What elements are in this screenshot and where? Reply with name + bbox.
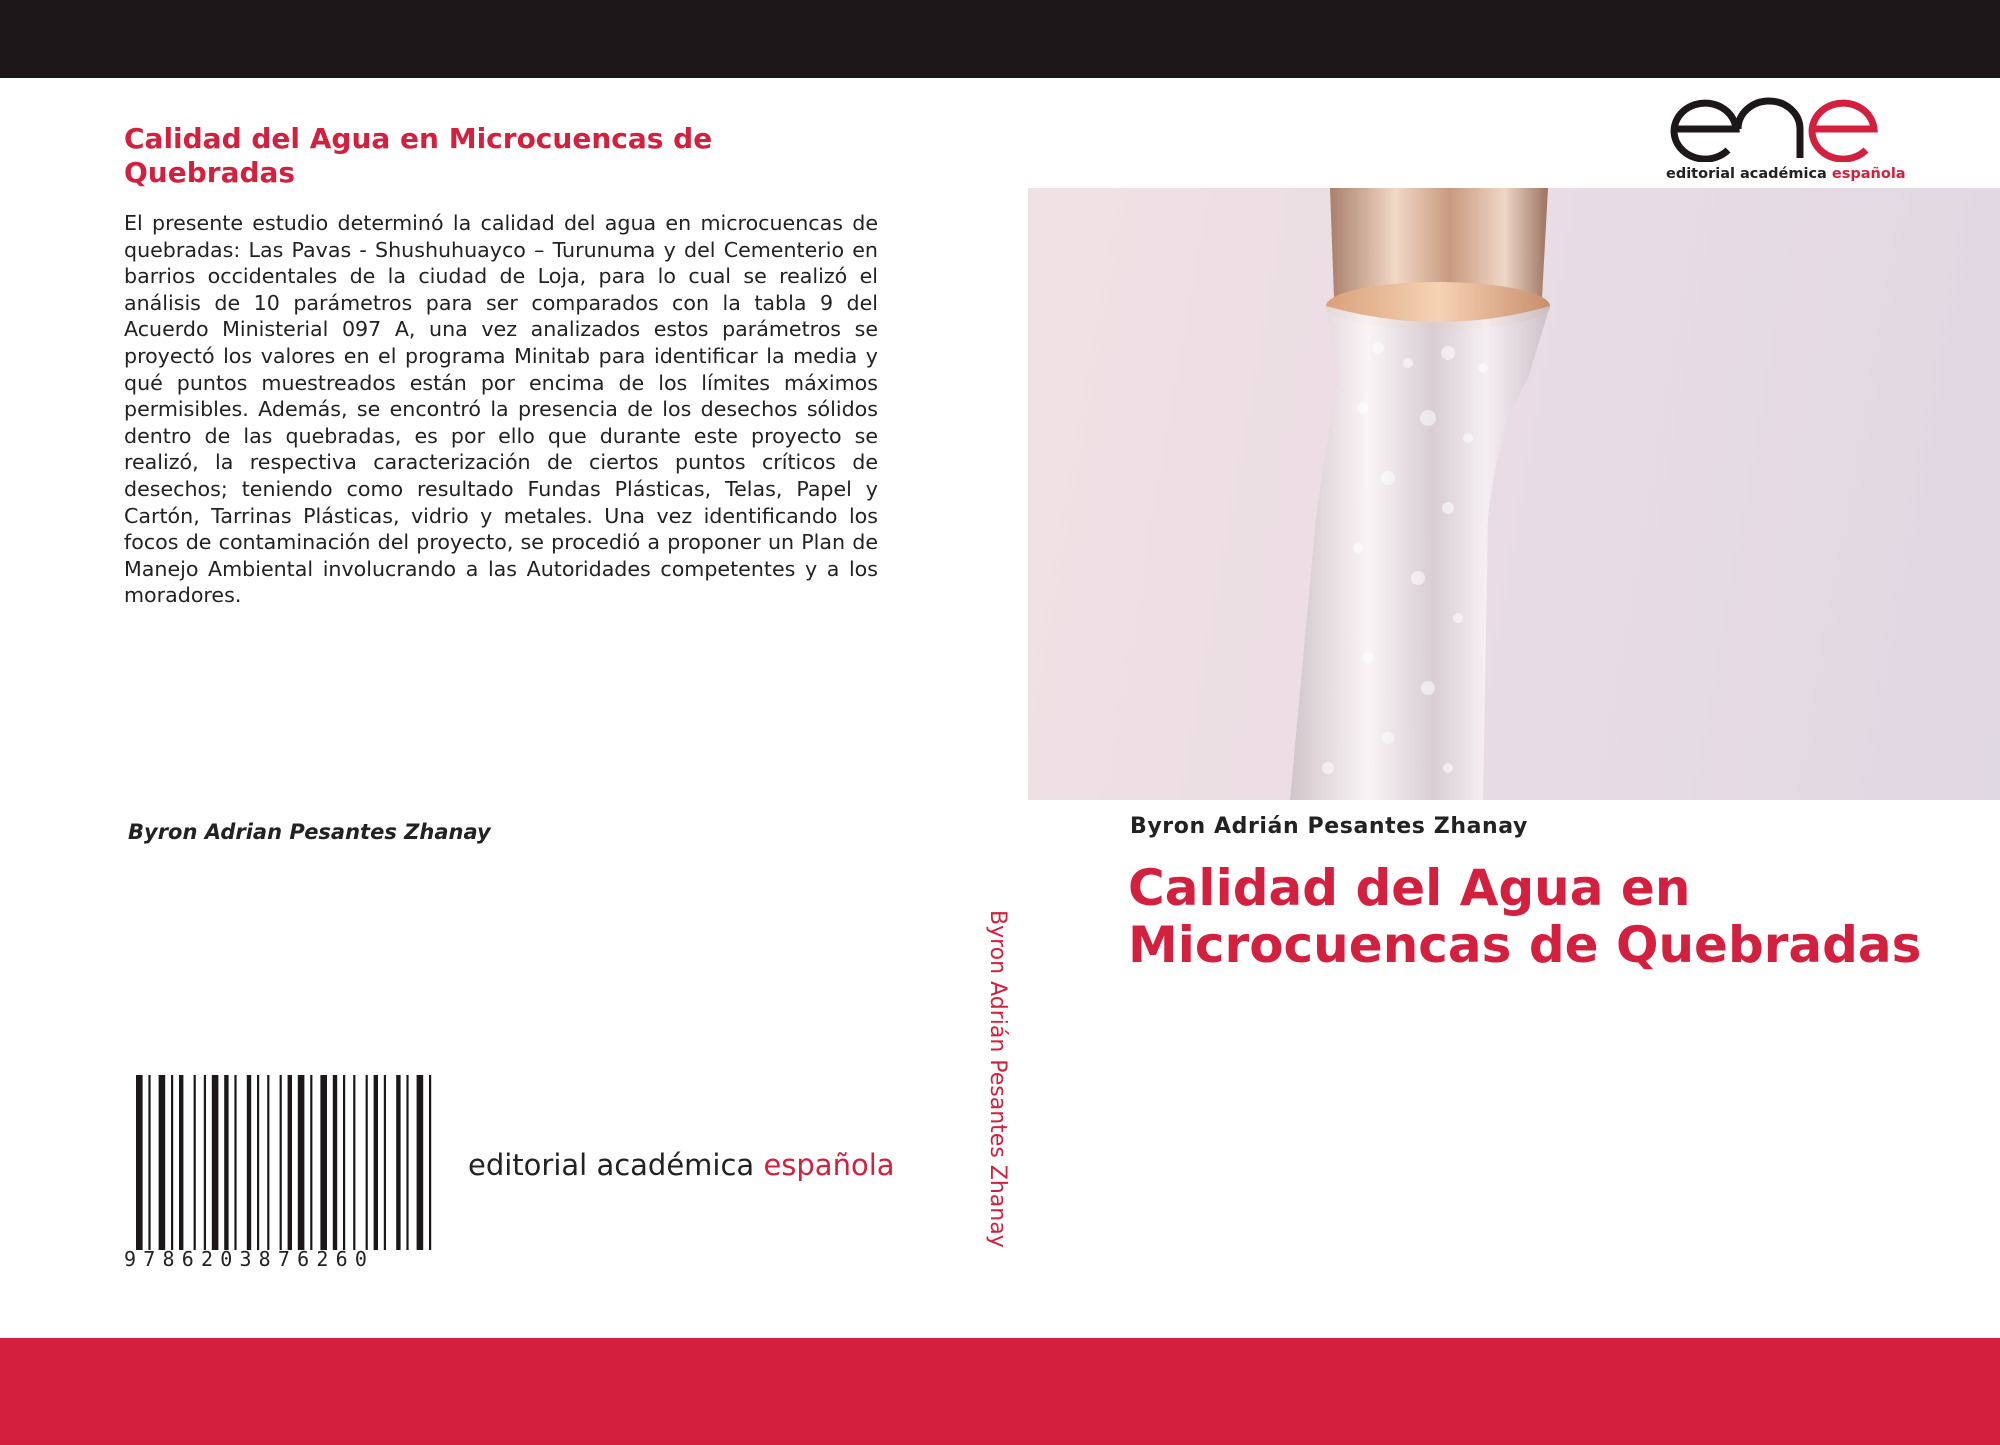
top-dark-band bbox=[0, 0, 2000, 78]
isbn-barcode bbox=[124, 1075, 454, 1275]
back-publisher-name bbox=[468, 1148, 895, 1182]
publisher-logo bbox=[1666, 96, 1906, 188]
front-cover-title: Calidad del Agua en Microcuencas de Quebradas bbox=[1128, 859, 1922, 974]
logo-text-main: editorial académica bbox=[1666, 166, 1827, 182]
logo-caption bbox=[1666, 166, 1906, 182]
isbn-digits: 9786203876260 bbox=[124, 1247, 375, 1271]
logo-text-accent: española bbox=[1831, 166, 1906, 182]
front-cover-author: Byron Adrián Pesantes Zhanay bbox=[1130, 814, 1528, 839]
back-cover-author: Byron Adrian Pesantes Zhanay bbox=[128, 820, 491, 844]
bottom-red-band bbox=[0, 1338, 2000, 1445]
spine-author: Byron Adrián Pesantes Zhanay bbox=[985, 910, 1010, 1248]
back-publisher-main: editorial académica bbox=[468, 1148, 755, 1182]
barcode-bars bbox=[136, 1075, 454, 1250]
back-publisher-accent: española bbox=[763, 1148, 895, 1182]
cover-photo-water-faucet bbox=[1028, 188, 2000, 800]
back-cover-title: Calidad del Agua en Microcuencas de Quebradas bbox=[124, 122, 713, 189]
eae-logo-icon bbox=[1668, 96, 1882, 162]
back-cover-blurb: El presente estudio determinó la calidad del agua en microcuencas de quebradas: Las Pavas - Shushuhuayco – Turunuma y del Cementerio en barrios occidentales de la ciudad de Loja, para lo cual se realizó el análisis de 10 parámetros para ser comparados con la tabla 9 del Acuerdo Ministerial 097 A, una vez analizados estos parámetros se proyectó los valores en el programa Minitab para identificar la media y qué puntos muestreados están por encima de los límites máximos permisibles. Además, se encontró la presencia de los desechos sólidos dentro de las quebradas, es por ello que durante este proyecto se realizó, la respectiva caracterización de ciertos puntos críticos de desechos; teniendo como resultado Fundas Plásticas, Telas, Papel y Cartón, Tarrinas Plásticas, vidrio y metales. Una vez identificando los focos de contaminación del proyecto, se procedió a proponer un Plan de Manejo Ambiental involucrando a las Autoridades competentes y a los moradores. bbox=[124, 211, 878, 608]
